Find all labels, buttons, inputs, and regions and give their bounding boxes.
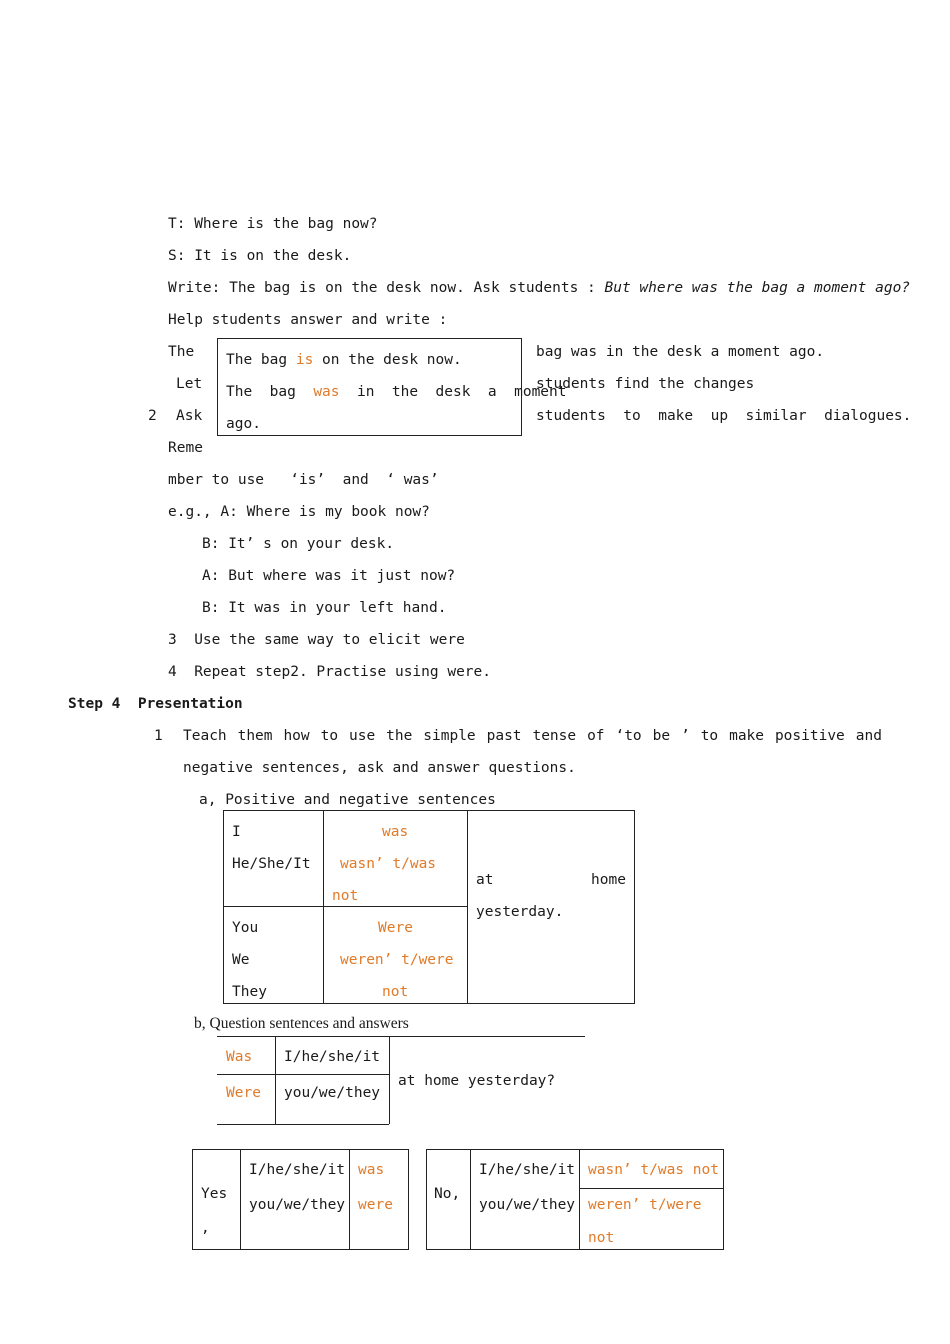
boxed-line-3: ago.: [226, 416, 261, 432]
no-table-divider-2: [579, 1149, 580, 1249]
no-verb-werent: weren’ t/were: [588, 1197, 702, 1213]
step-3: 3 Use the same way to elicit were: [168, 632, 465, 648]
sub-heading-b: b, Question sentences and answers: [194, 1015, 409, 1032]
verb-is: is: [295, 352, 314, 368]
yes-verb-were: were: [358, 1197, 393, 1213]
no-table-row-rule: [579, 1188, 723, 1189]
boxed-line-1: The bag is on the desk now.: [226, 352, 462, 368]
verb-wasnt-cell: wasn’ t/was: [340, 856, 437, 872]
item-1-word: them: [237, 728, 273, 744]
yes-subject-2: you/we/they: [249, 1197, 346, 1213]
table-b-mid-rule: [217, 1074, 389, 1075]
yes-table-divider-1: [240, 1149, 241, 1249]
subject-we: We: [232, 952, 250, 968]
write-line: [168, 278, 910, 298]
item-1-word: to: [700, 728, 719, 744]
subject-you: You: [232, 920, 259, 936]
no-subject-1: I/he/she/it: [479, 1162, 576, 1178]
no-verb-not: not: [588, 1230, 615, 1246]
example-line-2: B: It’ s on your desk.: [202, 536, 395, 552]
yes-comma: ,: [201, 1220, 210, 1236]
table-b-divider-1: [275, 1036, 276, 1124]
item-1-line-1: [183, 726, 882, 746]
positive-negative-table: [223, 810, 635, 1004]
question-subject-1: I/he/she/it: [284, 1049, 381, 1065]
write-question: But where was the bag a moment ago?: [604, 280, 911, 296]
table-b-divider-2: [389, 1036, 390, 1124]
wrap-left-4: Reme: [168, 440, 203, 456]
item-1-word: how: [283, 728, 310, 744]
example-line-4: B: It was in your left hand.: [202, 600, 447, 616]
table-a-home: home: [591, 872, 626, 888]
item-1-word: use: [349, 728, 376, 744]
subject-i: I: [232, 824, 241, 840]
no-table-divider-1: [470, 1149, 471, 1249]
yes-label: Yes: [201, 1186, 228, 1202]
item-1-word: be: [652, 728, 671, 744]
step-4-heading: Step 4 Presentation: [68, 696, 243, 712]
remember-line: mber to use ‘is’ and ‘ was’: [168, 472, 439, 488]
no-verb-wasnt: wasn’ t/was not: [588, 1162, 719, 1178]
yes-verb-was: was: [358, 1162, 385, 1178]
item-1-word: the: [386, 728, 413, 744]
teacher-line: T: Where is the bag now?: [168, 216, 378, 232]
item-1-word: Teach: [183, 728, 227, 744]
yes-table-divider-2: [349, 1149, 350, 1249]
subject-he-she-it: He/She/It: [232, 856, 311, 872]
item-1-word: positive: [774, 728, 845, 744]
table-b-top-rule: [217, 1036, 585, 1037]
verb-not-cell-2: not: [382, 984, 409, 1000]
item-1-word: tense: [532, 728, 577, 744]
verb-was-cell: was: [382, 824, 409, 840]
item-number-1: 1: [154, 728, 163, 744]
wrap-right-2: students find the changes: [536, 376, 755, 392]
wrap-right-3: students to make up similar dialogues.: [536, 408, 912, 424]
write-prefix: Write: The bag is on the desk now. Ask students :: [168, 280, 605, 296]
verb-werent-cell: weren’ t/were: [340, 952, 454, 968]
verb-was: was: [313, 384, 340, 400]
wrap-left-1: The: [168, 344, 195, 360]
wrap-right-1: bag was in the desk a moment ago.: [536, 344, 825, 360]
item-1-word: ’: [681, 728, 690, 744]
subject-they: They: [232, 984, 267, 1000]
table-a-divider-2: [467, 810, 468, 1003]
example-line-1: e.g., A: Where is my book now?: [168, 504, 430, 520]
item-1-word: make: [729, 728, 765, 744]
boxed-line-2: The bag was in the desk a moment: [226, 384, 567, 400]
item-1-word: past: [486, 728, 522, 744]
item-1-word: simple: [423, 728, 476, 744]
step-4-repeat: 4 Repeat step2. Practise using were.: [168, 664, 492, 680]
question-subject-2: you/we/they: [284, 1085, 381, 1101]
yes-subject-1: I/he/she/it: [249, 1162, 346, 1178]
verb-not-cell-1: not: [332, 888, 359, 904]
table-b-bottom-rule: [217, 1124, 389, 1125]
no-label: No,: [434, 1186, 461, 1202]
item-1-word: and: [855, 728, 882, 744]
wrap-left-2: Let: [176, 376, 203, 392]
table-a-row-divider: [223, 906, 467, 907]
item-1-line-2: negative sentences, ask and answer questions.: [183, 760, 576, 776]
student-line: S: It is on the desk.: [168, 248, 352, 264]
item-1-word: to: [320, 728, 339, 744]
verb-were-cell: Were: [378, 920, 413, 936]
example-line-3: A: But where was it just now?: [202, 568, 456, 584]
item-1-word: of: [587, 728, 605, 744]
sub-heading-a: a, Positive and negative sentences: [199, 792, 496, 808]
step-number-2: 2: [148, 408, 157, 424]
help-line: Help students answer and write :: [168, 312, 448, 328]
no-subject-2: you/we/they: [479, 1197, 576, 1213]
table-a-yesterday: yesterday.: [476, 904, 564, 920]
item-1-word: ‘to: [615, 728, 642, 744]
question-verb-was: Was: [226, 1049, 253, 1065]
table-a-at: at: [476, 872, 494, 888]
question-verb-were: Were: [226, 1085, 261, 1101]
question-tail: at home yesterday?: [398, 1073, 556, 1089]
wrap-left-3: Ask: [176, 408, 203, 424]
